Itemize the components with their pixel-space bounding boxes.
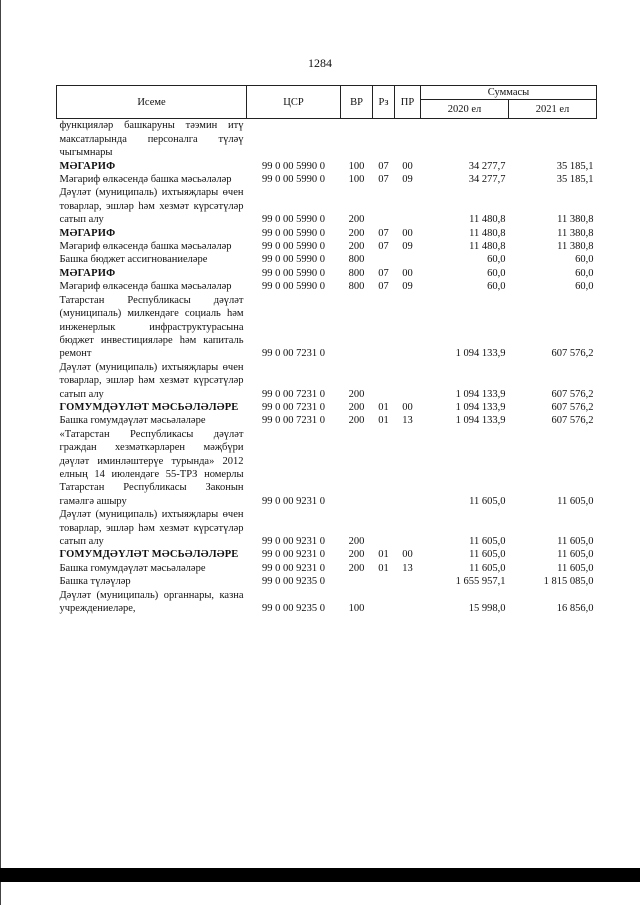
row-vr: 200 (348, 536, 365, 547)
row-vr (341, 119, 373, 160)
row-pr: 09 (402, 174, 413, 186)
row-csr: 99 0 00 9231 0 (262, 536, 325, 547)
row-pr (395, 508, 421, 548)
row-value-2020: 11 605,0 (469, 549, 506, 561)
row-csr (247, 119, 341, 160)
page-edge (0, 0, 1, 905)
row-csr: 99 0 00 9231 0 (262, 562, 325, 574)
row-pr (395, 589, 421, 616)
row-vr: 200 (348, 388, 365, 400)
row-value-2020: 34 277,7 (468, 160, 506, 172)
row-value-2020: 15 998,0 (468, 603, 506, 615)
row-value-2021: 11 605,0 (557, 549, 594, 561)
row-name: Дәүләт (муниципаль) ихтыяҗлары өчен товарлар, эшләр һәм хезмәт күрсәтүләр сатып алу (59, 361, 244, 400)
row-pr (395, 428, 421, 508)
row-name: МӘГАРИФ (59, 267, 116, 279)
row-name: Мәгариф өлкәсендә башка мәсьәләләр (59, 241, 232, 253)
row-name: функцияләр башкаруны тәэмин итү максатларында персоналга түләү чыгымнары (59, 120, 244, 159)
scan-border (0, 868, 640, 882)
table-row (57, 173, 597, 186)
row-value-2020: 1 094 133,9 (455, 415, 506, 427)
row-rz: 01 (378, 562, 389, 574)
row-rz: 07 (378, 267, 389, 279)
row-value-2021: 11 605,0 (557, 562, 594, 574)
row-value-2021: 607 576,2 (551, 388, 594, 400)
row-vr (341, 428, 373, 508)
row-value-2020: 11 480,8 (469, 214, 506, 226)
row-value-2021: 60,0 (575, 281, 594, 293)
row-value-2020: 11 605,0 (469, 536, 506, 547)
row-rz (373, 361, 395, 401)
row-name: Дәүләт (муниципаль) ихтыяҗлары өчен товарлар, эшләр һәм хезмәт күрсәтүләр сатып алу (59, 187, 244, 226)
row-rz (373, 186, 395, 226)
row-name: Дәүләт (муниципаль) органнары, казна учреждениеләре, (59, 589, 244, 615)
row-name: «Татарстан Республикасы дәүләт граждан хезмәткәрләрен мәҗбүри дәүләт иминләштерүе турында» 2012 елның 14 июлендәге 55-ТРЗ номерлы Татарстан Республикасы Законын гамәлгә ашыру (59, 428, 244, 507)
row-csr: 99 0 00 9231 0 (262, 549, 325, 561)
row-value-2021: 11 380,8 (557, 227, 594, 239)
table-row (57, 294, 597, 361)
row-rz: 07 (378, 281, 389, 293)
row-value-2021 (509, 119, 597, 160)
row-pr (395, 253, 421, 266)
budget-table (56, 85, 597, 615)
row-vr: 200 (348, 562, 365, 574)
row-vr: 100 (348, 174, 365, 186)
table-row (57, 414, 597, 427)
row-csr: 99 0 00 9231 0 (262, 495, 325, 507)
row-vr: 200 (348, 415, 365, 427)
row-csr: 99 0 00 5990 0 (262, 174, 325, 186)
row-value-2020: 11 605,0 (469, 562, 506, 574)
row-value-2020: 1 094 133,9 (455, 401, 506, 413)
row-value-2020: 1 094 133,9 (455, 348, 506, 360)
row-pr (395, 575, 421, 588)
table-row (57, 562, 597, 575)
row-value-2020: 11 605,0 (469, 495, 506, 507)
table-row (57, 361, 597, 401)
row-csr: 99 0 00 5990 0 (262, 281, 325, 293)
row-csr: 99 0 00 5990 0 (262, 267, 325, 279)
row-rz: 01 (378, 401, 389, 413)
row-vr: 200 (348, 401, 365, 413)
row-rz (373, 428, 395, 508)
row-csr: 99 0 00 9235 0 (262, 603, 325, 615)
row-csr: 99 0 00 9235 0 (262, 576, 325, 588)
row-value-2021: 60,0 (575, 254, 594, 266)
row-rz: 07 (378, 227, 389, 239)
row-pr: 00 (402, 267, 413, 279)
row-name: МӘГАРИФ (59, 160, 116, 172)
row-rz (373, 294, 395, 361)
row-name: МӘГАРИФ (59, 227, 116, 239)
row-value-2020: 1 655 957,1 (455, 576, 506, 588)
header-year-2021: 2021 ел (509, 100, 597, 119)
row-csr: 99 0 00 5990 0 (262, 241, 325, 253)
header-year-2020: 2020 ел (421, 100, 509, 119)
table-row (57, 160, 597, 173)
header-vr: ВР (341, 86, 373, 119)
row-pr (395, 294, 421, 361)
row-name: Татарстан Республикасы дәүләт (муниципаль) милкендәге социаль һәм инженерлык инфраструктурасына бюджет инвестицияләре һәм капиталь ремонт (59, 294, 244, 360)
row-pr (395, 186, 421, 226)
row-rz (373, 589, 395, 616)
row-value-2021: 1 815 085,0 (543, 576, 594, 588)
row-rz: 07 (378, 174, 389, 186)
table-row (57, 119, 597, 160)
row-value-2020: 11 480,8 (469, 227, 506, 239)
header-csr: ЦСР (247, 86, 341, 119)
row-rz: 07 (378, 160, 389, 172)
row-value-2021: 11 605,0 (557, 495, 594, 507)
row-value-2020: 11 480,8 (469, 241, 506, 253)
table-row (57, 240, 597, 253)
row-name: Мәгариф өлкәсендә башка мәсьәләләр (59, 281, 232, 293)
row-rz (373, 508, 395, 548)
row-vr: 800 (348, 267, 365, 279)
row-vr: 200 (348, 549, 365, 561)
row-pr: 09 (402, 241, 413, 253)
row-rz (373, 119, 395, 160)
row-rz: 07 (378, 241, 389, 253)
row-csr: 99 0 00 7231 0 (262, 388, 325, 400)
row-pr: 00 (402, 549, 413, 561)
row-value-2020: 60,0 (487, 254, 506, 266)
row-vr (341, 294, 373, 361)
row-name: Башка гомумдәүләт мәсьәләләре (59, 562, 206, 574)
row-csr: 99 0 00 5990 0 (262, 254, 325, 266)
page-number: 1284 (308, 56, 332, 70)
row-value-2020: 34 277,7 (468, 174, 506, 186)
row-value-2021: 607 576,2 (551, 401, 594, 413)
row-value-2021: 11 380,8 (557, 241, 594, 253)
row-pr: 09 (402, 281, 413, 293)
table-row (57, 575, 597, 588)
row-pr: 00 (402, 160, 413, 172)
table-row (57, 186, 597, 226)
row-pr: 13 (402, 415, 413, 427)
row-rz (373, 575, 395, 588)
table-body (57, 119, 597, 616)
table-row (57, 508, 597, 548)
table-row (57, 548, 597, 561)
row-value-2020 (421, 119, 509, 160)
row-csr: 99 0 00 7231 0 (262, 401, 325, 413)
row-vr: 200 (348, 214, 365, 226)
row-value-2021: 11 380,8 (557, 214, 594, 226)
table-row (57, 267, 597, 280)
row-value-2021: 35 185,1 (556, 160, 594, 172)
row-csr: 99 0 00 5990 0 (262, 214, 325, 226)
row-pr (395, 361, 421, 401)
row-vr: 200 (348, 241, 365, 253)
row-value-2020: 1 094 133,9 (455, 388, 506, 400)
header-pr: ПР (395, 86, 421, 119)
row-value-2021: 607 576,2 (551, 348, 594, 360)
row-pr: 13 (402, 562, 413, 574)
row-csr: 99 0 00 5990 0 (262, 227, 325, 239)
table-row (57, 280, 597, 293)
row-pr: 00 (402, 401, 413, 413)
row-name: Дәүләт (муниципаль) ихтыяҗлары өчен товарлар, эшләр һәм хезмәт күрсәтүләр сатып алу (59, 509, 244, 547)
header-name: Исеме (57, 86, 247, 119)
table-row (57, 401, 597, 414)
row-csr: 99 0 00 5990 0 (262, 160, 325, 172)
row-vr: 800 (348, 281, 365, 293)
row-value-2020: 60,0 (487, 281, 506, 293)
header-rz: Рз (373, 86, 395, 119)
row-value-2021: 35 185,1 (556, 174, 594, 186)
row-rz: 01 (378, 549, 389, 561)
row-value-2021: 16 856,0 (556, 603, 594, 615)
row-name: Башка гомумдәүләт мәсьәләләре (59, 415, 206, 427)
row-rz (373, 253, 395, 266)
row-value-2020: 60,0 (487, 267, 506, 279)
table-row (57, 227, 597, 240)
header-sums: Суммасы (421, 86, 597, 100)
row-csr: 99 0 00 7231 0 (262, 415, 325, 427)
row-vr (341, 575, 373, 588)
table-row (57, 428, 597, 508)
row-vr: 200 (348, 227, 365, 239)
row-value-2021: 60,0 (575, 267, 594, 279)
row-csr: 99 0 00 7231 0 (262, 348, 325, 360)
table-row (57, 253, 597, 266)
row-vr: 100 (348, 160, 365, 172)
row-name: ГОМУМДӘҮЛӘТ МӘСЬӘЛӘЛӘРЕ (59, 401, 239, 413)
table-row (57, 589, 597, 616)
row-vr: 100 (348, 603, 365, 615)
row-name: Башка бюджет ассигнованиеләре (59, 254, 208, 266)
row-name: Башка түләүләр (59, 576, 131, 588)
row-value-2021: 11 605,0 (557, 536, 594, 547)
row-value-2021: 607 576,2 (551, 415, 594, 427)
table-header (57, 86, 597, 119)
row-vr: 800 (348, 254, 365, 266)
row-pr (395, 119, 421, 160)
row-rz: 01 (378, 415, 389, 427)
row-name: Мәгариф өлкәсендә башка мәсьәләләр (59, 174, 232, 186)
row-pr: 00 (402, 227, 413, 239)
row-name: ГОМУМДӘҮЛӘТ МӘСЬӘЛӘЛӘРЕ (59, 549, 239, 561)
